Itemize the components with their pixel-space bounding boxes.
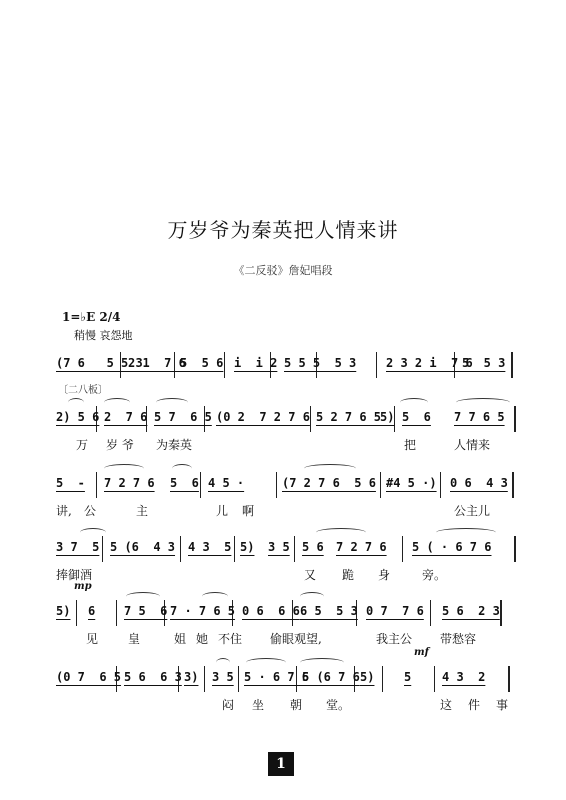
slur	[400, 398, 428, 407]
barline	[508, 666, 510, 692]
lyric: 朝	[290, 698, 303, 712]
measure: 5 2 7 6 5	[316, 410, 382, 424]
score-row	[56, 596, 516, 660]
lyric: 捧御酒	[56, 568, 93, 582]
measure: 0 6 6 6	[242, 604, 300, 618]
measure: 3 5	[268, 540, 290, 554]
measure: 5 6 6 3	[124, 670, 182, 684]
slur	[202, 592, 228, 601]
barline	[500, 600, 502, 626]
song-subtitle: 《二反驳》詹妃唱段	[233, 264, 333, 277]
lyric: 件	[468, 698, 481, 712]
lyric: 她	[196, 632, 209, 646]
lyric: 事	[496, 698, 509, 712]
measure: 5 6	[402, 410, 431, 424]
song-title: 万岁爷为秦英把人情来讲	[167, 218, 399, 242]
measure: 5 · 6 7 6	[244, 670, 310, 684]
slur	[246, 658, 286, 667]
lyric: 旁。	[422, 568, 447, 582]
slur	[104, 464, 144, 473]
measure: 0 7 7 6	[366, 604, 424, 618]
measure: 2) 5 6	[56, 410, 100, 424]
lyric: 这	[440, 698, 453, 712]
measure: 2 1 7 6	[128, 356, 186, 370]
measure: 6	[88, 604, 96, 618]
lyric: 人情来	[454, 438, 491, 452]
slur	[216, 658, 230, 667]
barline	[102, 536, 103, 562]
measure: 5 5 6	[180, 356, 224, 370]
measure: 5 6	[302, 540, 324, 554]
measure: 7 · 7 6 5	[170, 604, 236, 618]
barline	[512, 472, 514, 498]
lyric: 堂。	[326, 698, 351, 712]
lyric: 又	[304, 568, 317, 582]
barline	[116, 600, 117, 626]
measure: (0 7 6 5	[56, 670, 122, 684]
slur	[126, 592, 160, 601]
lyric: 带愁容	[440, 632, 477, 646]
barline	[180, 536, 181, 562]
barline	[402, 536, 403, 562]
measure: 0 6 4 3	[450, 476, 508, 490]
barline	[440, 472, 441, 498]
barline	[380, 472, 381, 498]
measure: 4 3 2	[442, 670, 486, 684]
section-label: 〔二八板〕	[58, 385, 108, 396]
lyric: 皇	[128, 632, 141, 646]
lyric: 姐	[174, 632, 187, 646]
measure: 4 3 5	[188, 540, 232, 554]
measure: 5)	[360, 670, 375, 684]
barline	[430, 600, 431, 626]
measure: 7 2 7 6	[104, 476, 155, 490]
lyric: 偷眼观望,	[270, 632, 322, 646]
lyric: 把	[404, 438, 417, 452]
score-row	[56, 468, 516, 532]
measure: 5 6 2 3	[442, 604, 500, 618]
key-signature: 1=♭E 2/4	[62, 310, 121, 324]
slur	[300, 592, 324, 601]
barline	[382, 666, 383, 692]
measure: 3)	[184, 670, 199, 684]
slur	[304, 464, 356, 473]
lyric: 为秦英	[156, 438, 193, 452]
lyric: 闷	[222, 698, 235, 712]
slur	[172, 464, 192, 473]
measure: 5 ( · 6 7 6	[412, 540, 492, 554]
slur	[436, 528, 496, 537]
barline	[310, 406, 311, 432]
measure: #4 5 ·)	[386, 476, 437, 490]
measure: 3 7 5	[56, 540, 100, 554]
slur	[104, 398, 130, 407]
barline	[376, 352, 377, 378]
measure: 5)	[240, 540, 255, 554]
barline	[434, 666, 435, 692]
measure: 5 5 3	[462, 356, 506, 370]
measure: 2 7 6	[104, 410, 148, 424]
measure: (0 2 7 2 7 6	[216, 410, 310, 424]
measure: 5	[404, 670, 412, 684]
dynamic-mp: mp	[74, 581, 92, 592]
measure: i i 2	[234, 356, 278, 370]
barline	[224, 352, 225, 378]
lyric: 见	[86, 632, 99, 646]
measure: (7 6 5 5 3	[56, 356, 143, 370]
measure: (7 2 7 6 5 6	[282, 476, 376, 490]
lyric: 公	[84, 504, 97, 518]
measure: 7 2 7 6	[336, 540, 387, 554]
measure: 5 -	[56, 476, 85, 490]
barline	[204, 666, 205, 692]
barline	[514, 406, 516, 432]
barline	[96, 472, 97, 498]
page-number: 1	[268, 752, 294, 776]
measure: 7 5 6	[124, 604, 168, 618]
score-row	[56, 662, 516, 726]
slur	[316, 528, 366, 537]
measure: 3 5	[212, 670, 234, 684]
lyric: 不住	[218, 632, 243, 646]
barline	[294, 536, 295, 562]
slur	[156, 398, 188, 407]
barline	[200, 472, 201, 498]
score-row	[56, 402, 516, 466]
tempo-marking: 稍慢 哀怨地	[74, 329, 133, 342]
dynamic-mf: mf	[414, 647, 429, 658]
lyric: 讲,	[56, 504, 72, 518]
barline	[514, 536, 516, 562]
barline	[234, 536, 235, 562]
lyric: 跪	[342, 568, 355, 582]
lyric: 啊	[242, 504, 255, 518]
measure: 5)	[56, 604, 71, 618]
barline	[76, 600, 77, 626]
measure: 2 3 2 i 7 6	[386, 356, 473, 370]
barline	[276, 472, 277, 498]
measure: 5 6	[170, 476, 199, 490]
lyric: 公主儿	[454, 504, 491, 518]
measure: 5 7 6 5	[154, 410, 212, 424]
lyric: 坐	[252, 698, 265, 712]
measure: 6 5 5 3	[300, 604, 358, 618]
slur	[300, 658, 344, 667]
measure: 7 7 6 5	[454, 410, 505, 424]
slur	[456, 398, 510, 407]
lyric: 我主公	[376, 632, 413, 646]
lyric: 岁 爷	[106, 438, 134, 452]
slur	[68, 398, 84, 407]
measure: 5 (6 7 6	[302, 670, 360, 684]
lyric: 儿	[216, 504, 229, 518]
lyric: 身	[378, 568, 391, 582]
barline	[511, 352, 513, 378]
measure: 4 5 ·	[208, 476, 245, 490]
measure: 5 5 5 5 3	[284, 356, 357, 370]
lyric: 万	[76, 438, 89, 452]
score-row	[56, 532, 516, 596]
lyric: 主	[136, 504, 149, 518]
barline	[238, 666, 239, 692]
measure: 5)	[380, 410, 395, 424]
measure: 5 (6 4 3	[110, 540, 176, 554]
